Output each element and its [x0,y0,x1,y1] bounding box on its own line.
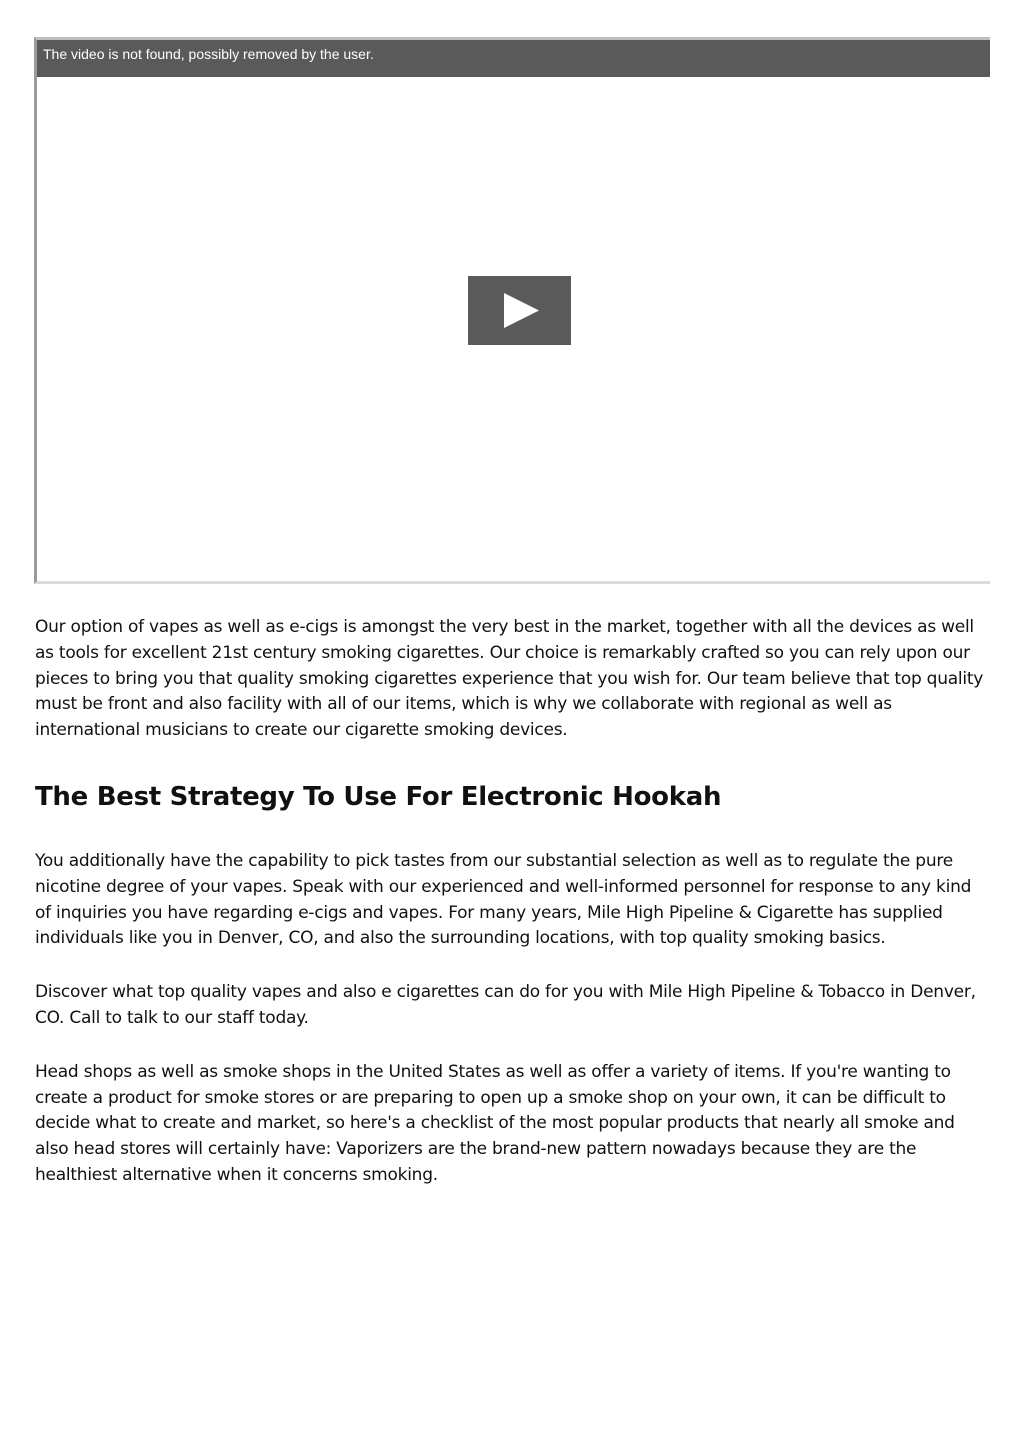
video-error-message: The video is not found, possibly removed by the user. [43,46,374,62]
video-embed[interactable] [34,37,990,584]
intro-paragraph: Our option of vapes as well as e-cigs is amongst the very best in the market, together with all the devices as well as tools for excellent 21st century smoking cigarettes. Our choice is remarkably crafted so you can rely upon our pieces to bring you that quality smoking cigarettes experience that you wish for. Our team believe that top quality must be front and also facility with all of our items, which is why we collaborate with regional as well as international musicians to create our cigarette smoking devices. [35,617,984,741]
video-error-bar [37,40,990,77]
article-body [35,615,991,1189]
body-paragraph: Head shops as well as smoke shops in the United States as well as offer a variety of items. If you're wanting to create a product for smoke stores or are preparing to open up a smoke shop on your own, it can be difficult to decide what to create and market, so here's a checklist of the most popular products that nearly all smoke and also head stores will certainly have: Vaporizers are the brand-new pattern nowadays because they are the healthiest alternative when it concerns smoking. [35,1061,955,1185]
body-paragraph: Discover what top quality vapes and also e cigarettes can do for you with Mile High Pipeline & Tobacco in Denver, CO. Call to talk to our staff today. [35,982,976,1028]
play-button[interactable] [468,276,571,345]
body-paragraph: You additionally have the capability to pick tastes from our substantial selection as well as to regulate the pure nicotine degree of your vapes. Speak with our experienced and well-informed personnel for response to any kind of inquiries you have regarding e-cigs and vapes. For many years, Mile High Pipeline & Cigarette has supplied individuals like you in Denver, CO, and also the surrounding locations, with top quality smoking basics. [35,850,972,949]
section-heading: The Best Strategy To Use For Electronic Hookah [35,781,722,812]
play-icon [468,276,571,345]
